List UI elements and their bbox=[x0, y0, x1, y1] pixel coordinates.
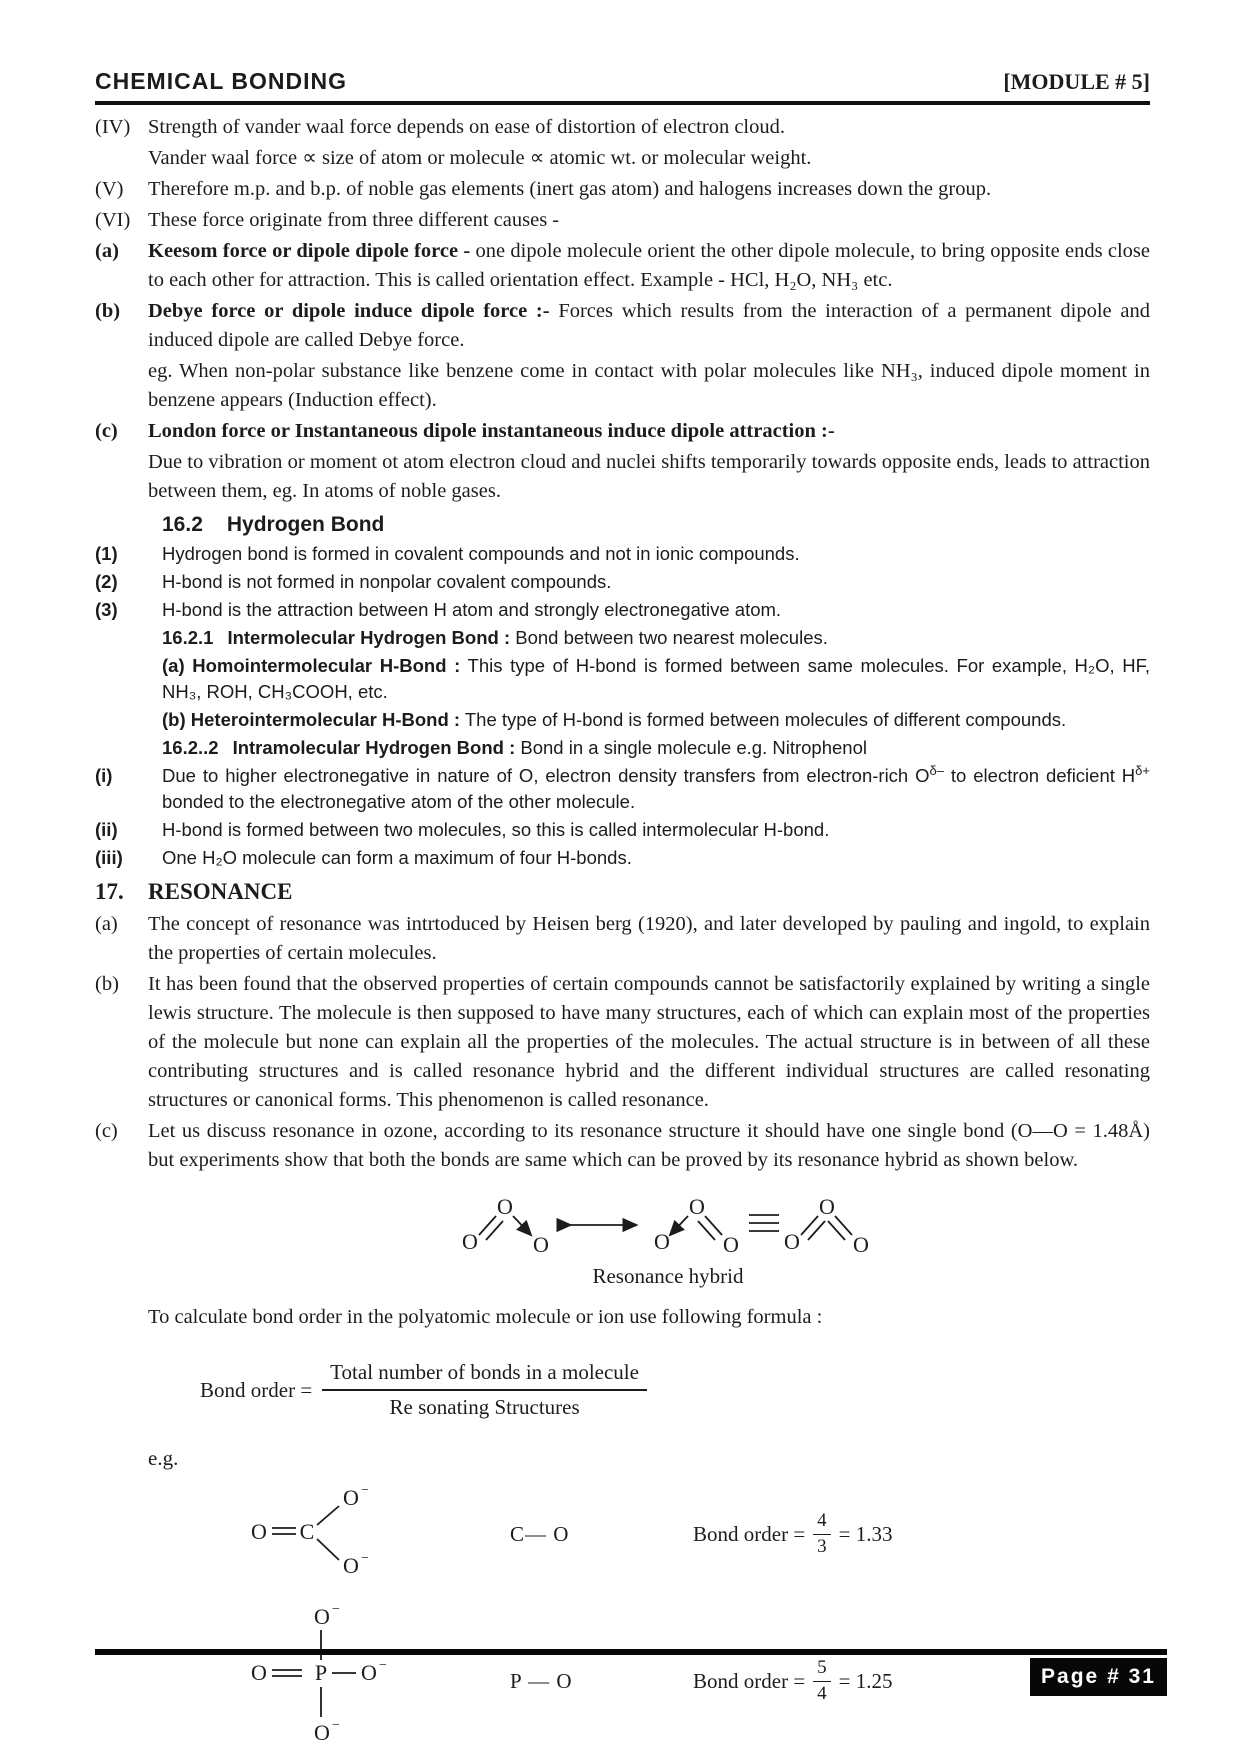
oxygen-atom: O bbox=[251, 1519, 267, 1544]
item-label: (ii) bbox=[95, 819, 118, 840]
bold-lead: Debye force or dipole induce dipole force :- bbox=[148, 300, 559, 322]
negative-charge: − bbox=[332, 1603, 340, 1617]
oxygen-atom: O bbox=[314, 1720, 330, 1745]
negative-charge: − bbox=[332, 1718, 340, 1733]
hb-item-i bbox=[95, 763, 1150, 815]
item-text: H-bond is the attraction between H atom and strongly electronegative atom. bbox=[162, 599, 782, 620]
item-label: (iii) bbox=[95, 847, 123, 868]
bond-order-result: = 1.33 bbox=[838, 1521, 893, 1546]
fraction-denominator: 3 bbox=[817, 1535, 827, 1557]
bond-label: P — O bbox=[510, 1668, 573, 1693]
item-text: Therefore m.p. and b.p. of noble gas elements (inert gas atom) and halogens increases down the group. bbox=[148, 178, 992, 200]
oxygen-atom: O bbox=[533, 1232, 549, 1257]
item-body: one dipole molecule orient the other dipole molecule, to bring opposite ends close to each other for attraction. This is called orientation effect. Example - HCl, H₂O, NH₃ etc. bbox=[148, 240, 1151, 291]
item-label: (a) bbox=[95, 913, 118, 935]
item-text: Hydrogen bond is formed in covalent compounds and not in ionic compounds. bbox=[162, 543, 800, 564]
item-label: (a) bbox=[95, 240, 119, 262]
item-text bbox=[162, 763, 1150, 815]
bold-lead: (a) Homointermolecular H-Bond : bbox=[162, 655, 461, 676]
section-16-2-heading bbox=[162, 513, 1150, 537]
item-text: Let us discuss resonance in ozone, according to its resonance structure it should have one single bond (O—O = 1.48Å) but experiments show that both the bonds are same which can be proved by its resonance hybrid as shown below. bbox=[148, 1120, 1150, 1171]
negative-charge: − bbox=[379, 1658, 387, 1673]
item-vi bbox=[95, 206, 1150, 235]
section-17-heading bbox=[95, 879, 1150, 905]
ozone-resonance-diagram bbox=[453, 1185, 883, 1289]
bond-order-prefix: Bond order = bbox=[693, 1521, 806, 1546]
oxygen-atom: O bbox=[497, 1194, 513, 1219]
section-title: Hydrogen Bond bbox=[226, 513, 385, 536]
item-label: (c) bbox=[95, 1120, 118, 1142]
item-iv bbox=[95, 113, 1150, 142]
bold-lead: (b) Heterointermolecular H-Bond : bbox=[162, 709, 461, 730]
item-text: These force originate from three different causes - bbox=[148, 209, 560, 231]
phosphate-example-row bbox=[95, 1603, 1150, 1754]
bond-order-fraction bbox=[813, 1658, 831, 1705]
page-header bbox=[95, 68, 1150, 105]
item-text bbox=[162, 735, 1150, 761]
hb-item-3 bbox=[95, 597, 1150, 623]
formula-fraction bbox=[322, 1360, 647, 1420]
oxygen-atom: O bbox=[343, 1553, 359, 1578]
ozone-structures-drawing bbox=[453, 1185, 883, 1257]
item-text bbox=[148, 417, 1150, 446]
item-text: The concept of resonance was intrtoduced by Heisen berg (1920), and later developed by pauling and ingold, to explain the properties of certain molecules. bbox=[148, 913, 1150, 964]
item-london bbox=[95, 417, 1150, 446]
oxygen-atom: O bbox=[723, 1232, 739, 1257]
phosphate-structure bbox=[245, 1603, 405, 1754]
hb-hetero bbox=[95, 707, 1150, 733]
fraction-denominator: Re sonating Structures bbox=[389, 1395, 580, 1419]
bond-order-result: = 1.25 bbox=[838, 1668, 893, 1693]
bond-order-fraction bbox=[813, 1511, 831, 1558]
item-body: The type of H-bond is formed between molecules of different compounds. bbox=[460, 709, 1067, 730]
calc-note bbox=[95, 1303, 1150, 1332]
item-text: Due to vibration or moment ot atom electron cloud and nuclei shifts temporarily towards opposite ends, leads to attraction between them, eg. In atoms of noble gases. bbox=[148, 451, 1150, 502]
item-body: Bond between two nearest molecules. bbox=[510, 627, 828, 648]
item-body: Bond in a single molecule e.g. Nitrophenol bbox=[515, 737, 867, 758]
hb-sub-16-2-2 bbox=[95, 735, 1150, 761]
item-body: Forces which results from the interaction of a permanent dipole and induced dipole are called Debye force. bbox=[148, 300, 1150, 351]
item-body: Due to higher electronegative in nature of O, electron density transfers from electron-rich O bbox=[162, 765, 930, 786]
item-text bbox=[162, 653, 1150, 705]
phosphorus-atom: P bbox=[314, 1660, 328, 1685]
bold-lead: London force or Instantaneous dipole instantaneous induce dipole attraction :- bbox=[148, 420, 835, 442]
bold-lead: Intermolecular Hydrogen Bond : bbox=[227, 627, 511, 648]
bold-lead: Keesom force or dipole dipole force - bbox=[148, 240, 476, 262]
bond-order-value bbox=[693, 1658, 893, 1705]
item-label: (b) bbox=[95, 973, 119, 995]
subsection-number: 16.2..2 bbox=[162, 737, 219, 758]
item-text: One H₂O molecule can form a maximum of four H-bonds. bbox=[162, 847, 632, 868]
item-iv-cont bbox=[95, 144, 1150, 173]
carbonate-structure bbox=[245, 1481, 405, 1587]
oxygen-atom: O bbox=[343, 1485, 359, 1510]
item-v bbox=[95, 175, 1150, 204]
section-number: 16.2 bbox=[162, 513, 203, 536]
item-label: (b) bbox=[95, 300, 121, 322]
bold-lead: Intramolecular Hydrogen Bond : bbox=[232, 737, 516, 758]
oxygen-atom: O bbox=[819, 1194, 835, 1219]
oxygen-atom: O bbox=[784, 1229, 800, 1254]
bond-order-value bbox=[693, 1511, 893, 1558]
item-debye-eg bbox=[95, 357, 1150, 415]
res-item-c bbox=[95, 1117, 1150, 1175]
item-body: to electron deficient H bbox=[944, 765, 1136, 786]
page-number-badge: Page # 31 bbox=[1030, 1658, 1167, 1696]
oxygen-atom: O bbox=[251, 1660, 267, 1685]
item-label: (i) bbox=[95, 765, 113, 786]
negative-charge: − bbox=[361, 1483, 369, 1498]
item-label: (IV) bbox=[95, 116, 131, 138]
carbon-atom: C bbox=[299, 1519, 315, 1544]
negative-charge: − bbox=[361, 1551, 369, 1566]
phosphate-structure-drawing bbox=[245, 1603, 395, 1753]
superscript: δ– bbox=[929, 763, 944, 778]
item-text: H-bond is not formed in nonpolar covalent compounds. bbox=[162, 571, 612, 592]
item-text: Vander waal force ∝ size of atom or molecule ∝ atomic wt. or molecular weight. bbox=[148, 147, 812, 169]
hb-homo bbox=[95, 653, 1150, 705]
item-body: This type of H-bond is formed between same molecules. For example, H₂O, HF, NH₃, ROH, CH₃COOH, etc. bbox=[162, 655, 1150, 702]
hb-item-iii bbox=[95, 845, 1150, 871]
item-label: (V) bbox=[95, 178, 124, 200]
oxygen-atom: O bbox=[361, 1660, 377, 1685]
item-text bbox=[148, 297, 1150, 355]
section-number: 17. bbox=[95, 879, 124, 904]
item-text: eg. When non-polar substance like benzene come in contact with polar molecules like NH₃, induced dipole moment in benzene appears (Induction effect). bbox=[148, 360, 1150, 411]
item-text bbox=[162, 625, 1150, 651]
subsection-number: 16.2.1 bbox=[162, 627, 214, 648]
item-text: It has been found that the observed properties of certain compounds cannot be satisfactorily explained by writing a single lewis structure. The molecule is then supposed to have many structures, each of which can explain most of the properties of the molecule but none can explain all the properties of the molecules. The actual structure is in between of all these contributing structures and is called resonance hybrid and the different individual structures are called resonating structures or canonical forms. This phenomenon is called resonance. bbox=[148, 973, 1150, 1111]
item-label: (3) bbox=[95, 599, 118, 620]
fraction-numerator: Total number of bonds in a molecule bbox=[322, 1360, 647, 1391]
oxygen-atom: O bbox=[853, 1232, 869, 1257]
oxygen-atom: O bbox=[314, 1604, 330, 1629]
carbonate-structure-drawing bbox=[245, 1481, 395, 1581]
oxygen-atom: O bbox=[654, 1229, 670, 1254]
chapter-title: CHEMICAL BONDING bbox=[95, 68, 347, 94]
oxygen-atom: O bbox=[689, 1194, 705, 1219]
bond-order-prefix: Bond order = bbox=[693, 1668, 806, 1693]
hb-item-1 bbox=[95, 541, 1150, 567]
item-label: (1) bbox=[95, 543, 118, 564]
hb-sub-16-2-1 bbox=[95, 625, 1150, 651]
item-debye bbox=[95, 297, 1150, 355]
item-london-body bbox=[95, 448, 1150, 506]
carbonate-example-row bbox=[95, 1481, 1150, 1587]
fraction-numerator: 5 bbox=[813, 1658, 831, 1682]
item-text bbox=[148, 237, 1150, 295]
item-text: Strength of vander waal force depends on ease of distortion of electron cloud. bbox=[148, 116, 785, 138]
footer-rule bbox=[95, 1649, 1167, 1655]
item-text: H-bond is formed between two molecules, so this is called intermolecular H-bond. bbox=[162, 819, 830, 840]
hb-item-2 bbox=[95, 569, 1150, 595]
item-label: (VI) bbox=[95, 209, 131, 231]
res-item-a bbox=[95, 910, 1150, 968]
example-label: e.g. bbox=[148, 1446, 179, 1470]
item-text: To calculate bond order in the polyatomic molecule or ion use following formula : bbox=[148, 1306, 823, 1328]
formula-prefix: Bond order = bbox=[200, 1377, 313, 1402]
bond-order-formula bbox=[200, 1360, 1150, 1420]
superscript: δ+ bbox=[1135, 763, 1150, 778]
bond-label: C— O bbox=[510, 1521, 570, 1546]
section-title: RESONANCE bbox=[148, 879, 293, 904]
oxygen-atom: O bbox=[462, 1229, 478, 1254]
item-label: (2) bbox=[95, 571, 118, 592]
item-text bbox=[162, 707, 1150, 733]
item-keesom bbox=[95, 237, 1150, 295]
diagram-caption: Resonance hybrid bbox=[592, 1264, 744, 1288]
fraction-numerator: 4 bbox=[813, 1511, 831, 1535]
hb-item-ii bbox=[95, 817, 1150, 843]
res-item-b bbox=[95, 970, 1150, 1115]
module-tag: [MODULE # 5] bbox=[1003, 69, 1150, 94]
fraction-denominator: 4 bbox=[817, 1682, 827, 1704]
item-body: bonded to the electronegative atom of the other molecule. bbox=[162, 791, 636, 812]
item-label: (c) bbox=[95, 420, 118, 442]
